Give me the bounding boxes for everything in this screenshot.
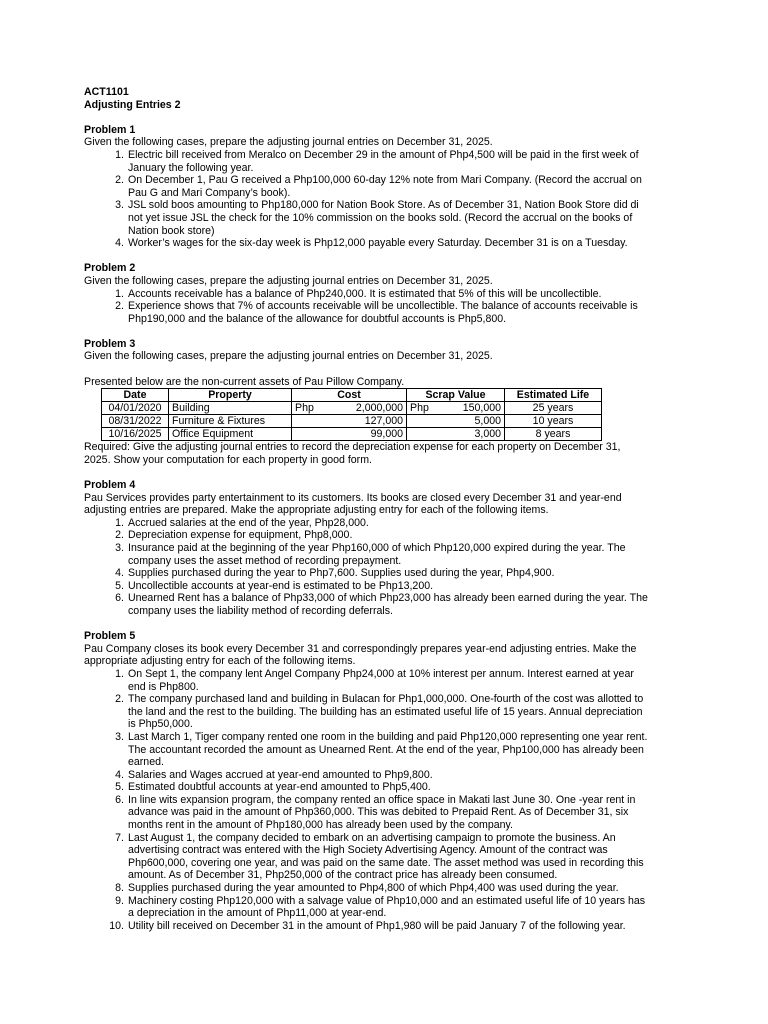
list-item-line: Machinery costing Php120,000 with a salvage value of Php10,000 and an estimated useful life of 10 years has	[128, 894, 646, 907]
scrap-value: 150,000	[462, 402, 501, 415]
property-value: Building	[172, 402, 210, 415]
table-cell	[407, 428, 505, 441]
table-cell	[505, 415, 602, 428]
list-item-line: not yet issue JSL the check for the 10% commission on the books sold. (Record the accrual on the books of	[128, 211, 633, 224]
list-item-line: Estimated doubtful accounts at year-end amounted to Php5,400.	[128, 781, 431, 794]
list-number: 4.	[115, 567, 124, 580]
list-item	[84, 693, 684, 731]
column-header: Scrap Value	[407, 389, 505, 402]
list-item-line: end is Php800.	[128, 680, 199, 693]
list-item	[84, 517, 684, 530]
list-item-line: Uncollectible accounts at year-end is estimated to be Php13,200.	[128, 579, 434, 592]
column-header: Date	[102, 389, 169, 402]
list-item-line: JSL sold boos amounting to Php180,000 for Nation Book Store. As of December 31, Nation Book Store did di	[128, 199, 639, 212]
problem-3-required	[84, 441, 684, 466]
cost-value: 127,000	[364, 415, 403, 428]
table-cell	[169, 402, 292, 415]
list-item-line: On December 1, Pau G received a Php100,000 60-day 12% note from Mari Company. (Record the accrual on	[128, 174, 642, 187]
text-line: 2025. Show your computation for each property in good form.	[84, 453, 372, 466]
list-item	[84, 149, 684, 174]
list-item-line: company uses the liability method of recording deferrals.	[128, 604, 393, 617]
table-cell	[102, 415, 169, 428]
table-row	[102, 415, 602, 428]
list-number: 3.	[115, 730, 124, 743]
list-number: 8.	[115, 882, 124, 895]
problem-2-intro: Given the following cases, prepare the adjusting journal entries on December 31, 2025.	[84, 274, 493, 287]
table-cell	[292, 402, 407, 415]
problem-1-heading: Problem 1	[84, 123, 136, 136]
problem-1-intro: Given the following cases, prepare the adjusting journal entries on December 31, 2025.	[84, 136, 493, 149]
list-item-line: Last August 1, the company decided to embark on an advertising campaign to promote the business. An	[128, 831, 616, 844]
list-item	[84, 895, 684, 920]
text-line: Pau Services provides party entertainment to its customers. Its books are closed every December 31 and year-end	[84, 491, 622, 504]
list-item	[84, 580, 684, 593]
list-item	[84, 794, 684, 832]
list-item-line: a depreciation in the amount of Php11,000 at year-end.	[128, 907, 387, 920]
column-header: Property	[169, 389, 292, 402]
list-item	[84, 174, 684, 199]
list-item-line: Supplies purchased during the year amounted to Php4,800 of which Php4,400 was used during the year.	[128, 882, 619, 895]
list-item-line: company uses the asset method of recording prepayment.	[128, 554, 402, 567]
list-item-line: Php190,000 and the balance of the allowance for doubtful accounts is Php5,800.	[128, 312, 507, 325]
table-cell	[292, 415, 407, 428]
list-number: 2.	[115, 693, 124, 706]
text-line: adjusting entries are prepared. Make the appropriate adjusting entry for each of the following items.	[84, 504, 549, 517]
list-item-line: Accounts receivable has a balance of Php240,000. It is estimated that 5% of this will be uncollectible.	[128, 287, 602, 300]
list-item	[84, 731, 684, 769]
list-item-line: is Php50,000.	[128, 718, 193, 731]
list-number: 6.	[115, 592, 124, 605]
list-item-line: advance was paid in the amount of Php360,000. This was debited to Prepaid Rent. As of December 31, six	[128, 806, 629, 819]
list-item-line: earned.	[128, 756, 164, 769]
scrap-value: 5,000	[474, 415, 501, 428]
list-item	[84, 300, 684, 325]
table-cell	[102, 402, 169, 415]
estimated-life-value: 8 years	[535, 428, 571, 441]
cost-value: 99,000	[370, 428, 403, 441]
column-header: Cost	[292, 389, 407, 402]
problem-5-list	[84, 668, 684, 932]
property-value: Furniture & Fixtures	[172, 415, 266, 428]
list-item-line: The company purchased land and building in Bulacan for Php1,000,000. One-fourth of the cost was allotted to	[128, 693, 644, 706]
problem-4-list	[84, 517, 684, 618]
list-item	[84, 920, 684, 933]
table-cell	[102, 428, 169, 441]
list-item-line: Supplies purchased during the year to Php7,600. Supplies used during the year, Php4,900.	[128, 567, 555, 580]
table-cell	[505, 428, 602, 441]
text-line: Required: Give the adjusting journal entries to record the depreciation expense for each property on December 31,	[84, 441, 621, 454]
document-title: Adjusting Entries 2	[84, 98, 181, 111]
list-number: 4.	[115, 768, 124, 781]
problem-1-list	[84, 149, 684, 250]
list-item-line: Accrued salaries at the end of the year, Php28,000.	[128, 516, 369, 529]
list-number: 10.	[109, 919, 124, 932]
asset-table-header	[102, 389, 602, 402]
estimated-life-value: 10 years	[532, 415, 574, 428]
list-number: 7.	[115, 831, 124, 844]
list-item-line: The accountant recorded the amount as Unearned Rent. At the end of the year, Php100,000 has already been	[128, 743, 644, 756]
column-header: Estimated Life	[505, 389, 602, 402]
property-value: Office Equipment	[172, 428, 254, 441]
scrap-value: 3,000	[474, 428, 501, 441]
problem-3-heading: Problem 3	[84, 337, 136, 350]
list-item-line: In line wits expansion program, the company rented an office space in Makati last June 30. One -year rent in	[128, 793, 636, 806]
document-page	[84, 86, 684, 932]
table-cell	[169, 428, 292, 441]
list-item	[84, 769, 684, 782]
list-item-line: Utility bill received on December 31 in the amount of Php1,980 will be paid January 7 of the following year.	[128, 919, 626, 932]
table-cell	[407, 415, 505, 428]
cost-value: 2,000,000	[355, 402, 403, 415]
list-number: 6.	[115, 793, 124, 806]
list-number: 2.	[115, 300, 124, 313]
currency-prefix: Php	[295, 402, 314, 415]
list-item-line: On Sept 1, the company lent Angel Company Php24,000 at 10% interest per annum. Interest earned at year	[128, 667, 634, 680]
list-number: 2.	[115, 529, 124, 542]
list-number: 1.	[115, 287, 124, 300]
problem-5-intro	[84, 643, 684, 668]
list-number: 5.	[115, 579, 124, 592]
list-item-line: Insurance paid at the beginning of the year Php160,000 of which Php120,000 expired during the year. The	[128, 542, 626, 554]
problem-3-intro: Given the following cases, prepare the adjusting journal entries on December 31, 2025.	[84, 350, 493, 363]
list-number: 3.	[115, 199, 124, 212]
table-cell	[169, 415, 292, 428]
date-value: 08/31/2022	[108, 415, 162, 428]
list-item-line: Last March 1, Tiger company rented one room in the building and paid Php120,000 representing one year rent.	[128, 730, 648, 743]
table-cell	[505, 402, 602, 415]
list-number: 1.	[115, 516, 124, 529]
list-item-line: Php600,000, covering one year, and was paid on the same date. The asset method was used in recording this	[128, 856, 644, 869]
list-item	[84, 781, 684, 794]
list-item-line: Salaries and Wages accrued at year-end amounted to Php9,800.	[128, 768, 433, 781]
list-item-line: Worker’s wages for the six-day week is Php12,000 payable every Saturday. December 31 is on a Tuesday.	[128, 237, 628, 250]
list-number: 5.	[115, 781, 124, 794]
list-item	[84, 529, 684, 542]
list-item	[84, 832, 684, 882]
list-item	[84, 199, 684, 237]
table-cell	[407, 402, 505, 415]
problem-2-heading: Problem 2	[84, 262, 136, 275]
problem-2-list	[84, 288, 684, 326]
list-number: 1.	[115, 667, 124, 680]
list-number: 3.	[115, 542, 124, 554]
table-row	[102, 402, 602, 415]
list-number: 4.	[115, 237, 124, 250]
list-item	[84, 592, 684, 617]
estimated-life-value: 25 years	[532, 402, 574, 415]
list-item-line: the land and the rest to the building. The building has an estimated useful life of 15 years. Annual depreciation	[128, 705, 643, 718]
text-line: Pau Company closes its book every December 31 and correspondingly prepares year-end adjusting entries. Make the	[84, 642, 637, 655]
asset-table	[101, 388, 602, 441]
table-cell	[292, 428, 407, 441]
list-item-line: January the following year.	[128, 161, 254, 174]
list-item	[84, 567, 684, 580]
list-item	[84, 542, 684, 567]
date-value: 10/16/2025	[108, 428, 162, 441]
list-item-line: Pau G and Mari Company’s book).	[128, 186, 291, 199]
list-item	[84, 237, 684, 250]
course-code: ACT1101	[84, 86, 129, 98]
list-number: 9.	[115, 894, 124, 907]
list-item-line: advertising contract was entered with the High Society Advertising Agency. Amount of the contract was	[128, 844, 608, 857]
currency-prefix: Php	[410, 402, 429, 415]
list-item	[84, 288, 684, 301]
list-number: 1.	[115, 148, 124, 161]
list-item-line: Depreciation expense for equipment, Php8,000.	[128, 529, 353, 542]
problem-4-heading: Problem 4	[84, 479, 136, 492]
list-item	[84, 668, 684, 693]
list-item-line: amount. As of December 31, Php250,000 of the contract price has already been consumed.	[128, 869, 558, 882]
list-item-line: Experience shows that 7% of accounts receivable will be uncollectible. The balance of accounts receivable is	[128, 300, 638, 313]
list-item-line: Electric bill received from Meralco on December 29 in the amount of Php4,500 will be paid in the first week of	[128, 148, 639, 161]
list-item	[84, 882, 684, 895]
list-item-line: months rent in the amount of Php180,000 has already been used by the company.	[128, 819, 513, 832]
asset-table-intro: Presented below are the non-current assets of Pau Pillow Company.	[84, 375, 405, 388]
problem-5-heading: Problem 5	[84, 630, 136, 643]
list-number: 2.	[115, 174, 124, 187]
list-item-line: Unearned Rent has a balance of Php33,000 of which Php23,000 has already been earned during the year. The	[128, 592, 648, 605]
table-row	[102, 428, 602, 441]
problem-4-intro	[84, 492, 684, 517]
date-value: 04/01/2020	[108, 402, 162, 415]
text-line: appropriate adjusting entry for each of the following items.	[84, 655, 356, 668]
list-item-line: Nation book store)	[128, 224, 215, 237]
